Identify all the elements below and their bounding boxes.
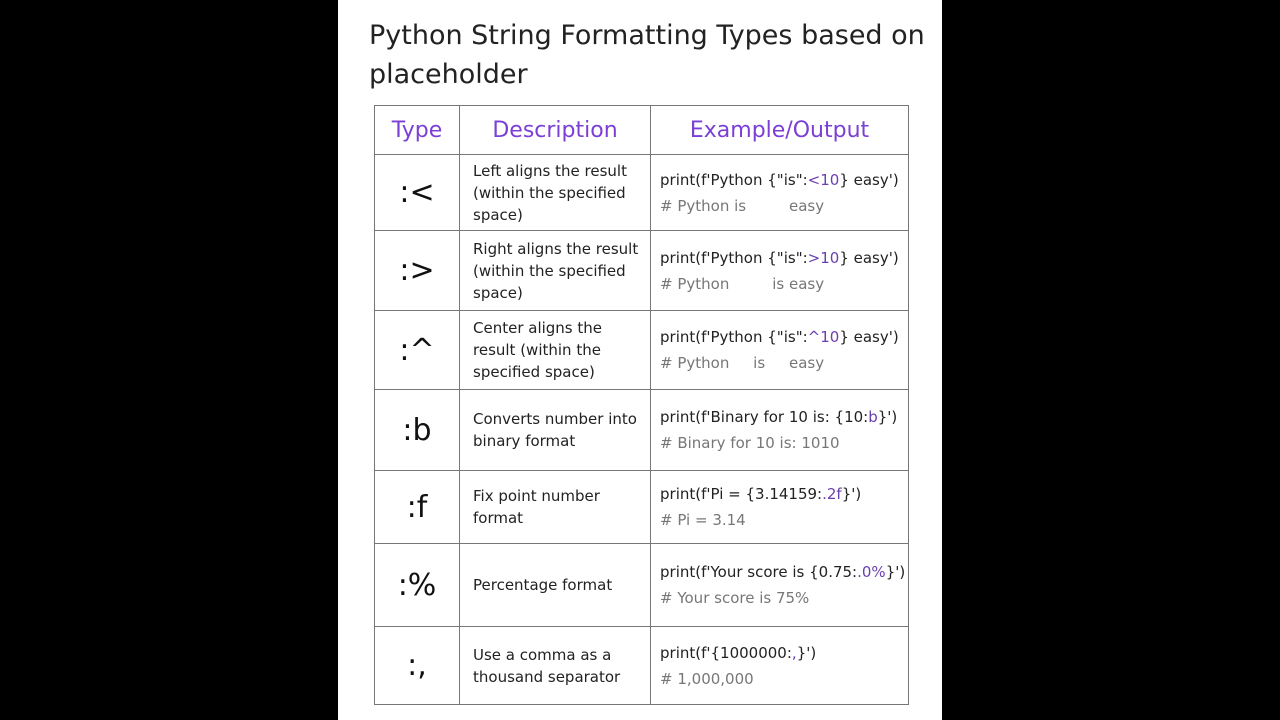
table-row — [375, 627, 909, 705]
output-comment: # Python is easy — [660, 354, 825, 372]
table-row — [375, 231, 909, 311]
table-row — [375, 544, 909, 627]
code-line — [660, 408, 907, 426]
page-title: Python String Formatting Types based on placeholder — [369, 20, 925, 90]
type-cell: :% — [375, 544, 460, 627]
example-cell — [651, 311, 909, 390]
description-cell: Percentage format — [460, 544, 651, 627]
code-suffix: }') — [885, 563, 906, 581]
code-prefix: print(f'{1000000: — [660, 643, 792, 662]
table-row — [375, 155, 909, 231]
output-comment: # Binary for 10 is: 1010 — [660, 434, 840, 452]
code-prefix: print(f'Binary for 10 is: {10: — [660, 408, 869, 426]
output-comment: # Python is easy — [660, 274, 825, 293]
type-cell: :, — [375, 627, 460, 705]
description-cell: Use a comma as a thousand separator — [460, 627, 651, 705]
example-cell — [651, 471, 909, 544]
code-suffix: } easy') — [839, 170, 899, 189]
code-suffix: }') — [796, 643, 817, 662]
code-prefix: print(f'Python {"is": — [660, 248, 808, 267]
table-row — [375, 311, 909, 390]
description-cell: Left aligns the result (within the specified space) — [460, 155, 651, 231]
format-spec: .0% — [857, 563, 886, 581]
table-row — [375, 390, 909, 471]
description-cell: Fix point number format — [460, 471, 651, 544]
type-cell: :b — [375, 390, 460, 471]
code-line — [660, 563, 907, 581]
type-cell: :< — [375, 155, 460, 231]
code-line — [660, 171, 907, 189]
code-suffix: }') — [877, 408, 898, 426]
code-suffix: }') — [841, 485, 862, 503]
output-comment: # Pi = 3.14 — [660, 511, 746, 529]
code-suffix: } easy') — [839, 248, 899, 267]
code-prefix: print(f'Python {"is": — [660, 328, 808, 346]
format-spec: , — [791, 643, 797, 662]
table-row — [375, 471, 909, 544]
table-header — [375, 106, 909, 155]
formatting-table — [374, 105, 909, 705]
code-line — [660, 485, 907, 503]
code-prefix: print(f'Your score is {0.75: — [660, 563, 858, 581]
format-spec: <10 — [807, 170, 840, 189]
header-example: Example/Output — [651, 106, 909, 155]
format-spec: b — [868, 408, 878, 426]
example-cell — [651, 627, 909, 705]
code-prefix: print(f'Pi = {3.14159: — [660, 485, 823, 503]
example-cell — [651, 390, 909, 471]
type-cell: :> — [375, 231, 460, 311]
code-line — [660, 644, 907, 662]
code-prefix: print(f'Python {"is": — [660, 170, 808, 189]
output-comment: # Your score is 75% — [660, 589, 810, 607]
output-comment: # Python is easy — [660, 196, 825, 215]
format-spec: ^10 — [807, 328, 840, 346]
example-cell — [651, 544, 909, 627]
header-description: Description — [460, 106, 651, 155]
code-suffix: } easy') — [839, 328, 899, 346]
document-panel — [338, 0, 942, 720]
code-line — [660, 249, 907, 267]
type-cell: :f — [375, 471, 460, 544]
description-cell: Center aligns the result (within the specified space) — [460, 311, 651, 390]
description-cell: Converts number into binary format — [460, 390, 651, 471]
header-type: Type — [375, 106, 460, 155]
type-cell: :^ — [375, 311, 460, 390]
output-comment: # 1,000,000 — [660, 669, 754, 688]
example-cell — [651, 231, 909, 311]
example-cell — [651, 155, 909, 231]
format-spec: >10 — [807, 248, 840, 267]
description-cell: Right aligns the result (within the specified space) — [460, 231, 651, 311]
code-line — [660, 328, 907, 346]
format-spec: .2f — [822, 485, 842, 503]
